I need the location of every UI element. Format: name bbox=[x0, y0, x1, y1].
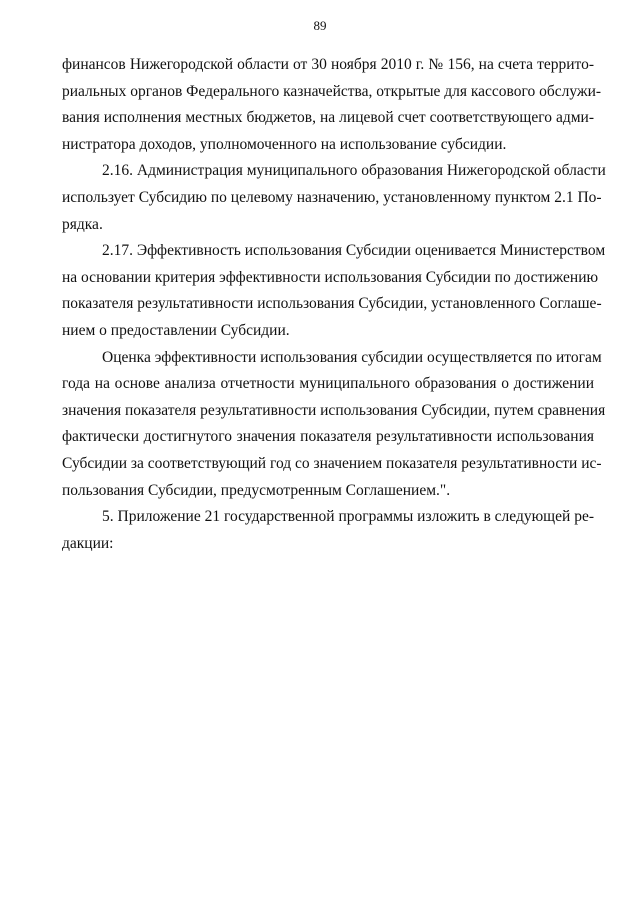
text-line: нием о предоставлении Субсидии. bbox=[62, 321, 290, 339]
text-line: фактически достигнутого значения показателя результативности использования bbox=[62, 428, 594, 446]
text-line: года на основе анализа отчетности муниципального образования о достижении bbox=[62, 375, 594, 393]
paragraph-5-first-line: 5. Приложение 21 государственной программы изложить в следующей ре- bbox=[102, 508, 594, 526]
document-body bbox=[62, 52, 606, 557]
paragraph-2-17-first-line: 2.17. Эффективность использования Субсидии оценивается Министерством bbox=[102, 242, 606, 260]
text-line: использует Субсидию по целевому назначению, установленному пунктом 2.1 По- bbox=[62, 188, 602, 206]
paragraph-evaluation-first-line: Оценка эффективности использования субсидии осуществляется по итогам bbox=[102, 348, 602, 366]
text-line: вания исполнения местных бюджетов, на лицевой счет соответствующего адми- bbox=[62, 109, 594, 127]
text-line: рядка. bbox=[62, 215, 103, 233]
text-line: Субсидии за соответствующий год со значением показателя результативности ис- bbox=[62, 454, 602, 472]
text-line: нистратора доходов, уполномоченного на использование субсидии. bbox=[62, 135, 507, 153]
page-number: 89 bbox=[313, 18, 327, 33]
text-line: показателя результативности использования Субсидии, установленного Соглаше- bbox=[62, 295, 602, 313]
text-line: пользования Субсидии, предусмотренным Соглашением.". bbox=[62, 481, 451, 499]
text-line: на основании критерия эффективности использования Субсидии по достижению bbox=[62, 268, 599, 286]
text-line: дакции: bbox=[62, 534, 114, 552]
text-line: значения показателя результативности использования Субсидии, путем сравнения bbox=[62, 401, 606, 419]
text-line: риальных органов Федерального казначейства, открытые для кассового обслужи- bbox=[62, 82, 602, 100]
paragraph-2-16-first-line: 2.16. Администрация муниципального образования Нижегородской области bbox=[102, 162, 606, 180]
text-line: финансов Нижегородской области от 30 ноября 2010 г. № 156, на счета террито- bbox=[62, 56, 594, 73]
